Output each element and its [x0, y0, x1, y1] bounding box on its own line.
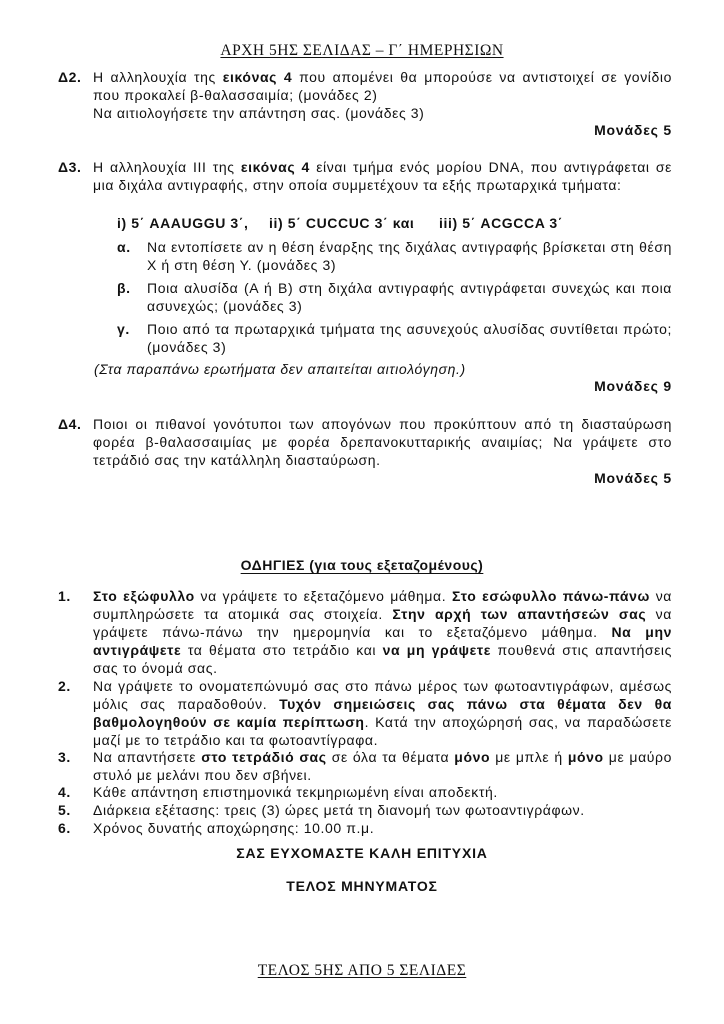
- instruction-text-bold: μόνο: [567, 749, 604, 765]
- primer-sequence: i) 5΄ AAAUGGU 3΄,: [117, 215, 249, 231]
- subquestion-text: Ποια αλυσίδα (Α ή Β) στη διχάλα αντιγραφής αντιγράφεται συνεχώς και ποια ασυνεχώς; (μονάδες 3): [147, 280, 672, 314]
- instruction-text-bold: Στο εξώφυλλο: [93, 588, 195, 604]
- subquestion-label: β.: [117, 280, 131, 296]
- primer-sequences: [117, 215, 563, 231]
- instruction-text-bold: να μη γράψετε: [382, 642, 491, 658]
- subquestion-a: [117, 238, 672, 274]
- question-number: Δ2.: [58, 69, 82, 85]
- subquestion-label: α.: [117, 239, 131, 255]
- question-text-line: Να αιτιολογήσετε την απάντηση σας. (μονάδες 3): [93, 105, 425, 121]
- instruction-text-part: . Κατά την αποχώρησή σας, να παραδώσετε μαζί με το τετράδιο και τα φωτοαντίγραφα.: [93, 714, 672, 748]
- instruction-item: [58, 677, 672, 749]
- instruction-text-part: Διάρκεια εξέτασης: τρεις (3) ώρες μετά τη διανομή των φωτοαντιγράφων.: [93, 802, 585, 818]
- primer-sequence: iii) 5΄ ACGCCA 3΄: [439, 215, 564, 231]
- question-d2: [58, 68, 672, 122]
- instruction-text-part: πουθενά στις απαντήσεις σας το όνομά σας.: [93, 642, 672, 676]
- marks-d4: Μονάδες 5: [594, 470, 672, 486]
- page-footer: [0, 962, 724, 980]
- instruction-item: [58, 819, 672, 837]
- instruction-text-bold: Στο εσώφυλλο πάνω-πάνω: [451, 588, 650, 604]
- question-text: Η αλληλουχία ΙΙΙ της: [93, 159, 241, 175]
- instruction-text-bold: μόνο: [454, 749, 491, 765]
- instruction-item: [58, 783, 672, 801]
- instruction-text: [93, 748, 672, 784]
- instruction-number: 4.: [58, 784, 71, 800]
- subquestion-label: γ.: [117, 321, 130, 337]
- instructions-title: [0, 557, 724, 573]
- instruction-text-part: να συμπληρώσετε τα ατομικά σας στοιχεία.: [93, 588, 672, 622]
- instruction-number: 1.: [58, 588, 71, 604]
- instruction-text: [93, 801, 672, 819]
- note-no-justification: (Στα παραπάνω ερωτήματα δεν απαιτείται αιτιολόγηση.): [94, 361, 466, 377]
- instruction-text-part: με μαύρο στυλό με μελάνι που δεν σβήνει.: [93, 749, 672, 783]
- subquestion-b: [117, 279, 672, 315]
- instruction-text-part: σε όλα τα θέματα: [326, 749, 455, 765]
- good-luck-message: ΣΑΣ ΕΥΧΟΜΑΣΤΕ ΚΑΛΗ ΕΠΙΤΥΧΙΑ: [236, 845, 488, 861]
- instruction-text-part: με μπλε ή: [490, 749, 568, 765]
- instruction-number: 3.: [58, 749, 71, 765]
- subquestion-c: [117, 320, 672, 356]
- instruction-text: [93, 819, 672, 837]
- instruction-text: [93, 677, 672, 749]
- subquestion-text: Να εντοπίσετε αν η θέση έναρξης της διχάλας αντιγραφής βρίσκεται στη θέση Χ ή στη θέση Υ. (μονάδες 3): [147, 239, 672, 273]
- instruction-item: [58, 748, 672, 784]
- instruction-text-part: Να απαντήσετε: [93, 749, 202, 765]
- instruction-text-bold: στο τετράδιό σας: [201, 749, 327, 765]
- question-text: Η αλληλουχία της: [93, 69, 223, 85]
- instruction-text-part: να γράψετε το εξεταζόμενο μάθημα.: [194, 588, 452, 604]
- question-number: Δ3.: [58, 159, 82, 175]
- marks-d3: Μονάδες 9: [594, 378, 672, 394]
- page-header: [0, 42, 724, 60]
- primer-sequence: ii) 5΄ CUCCUC 3΄ και: [269, 215, 415, 231]
- question-text-bold: εικόνας 4: [240, 159, 310, 175]
- instruction-text: [93, 783, 672, 801]
- instruction-text: [93, 587, 672, 677]
- question-text: Ποιοι οι πιθανοί γονότυποι των απογόνων που προκύπτουν από τη διασταύρωση φορέα β-θαλασσαιμίας με φορέα δρεπανοκυτταρικής αναιμίας; Να γράψετε στο τετράδιό σας την κατάλληλη διασταύρωση.: [93, 416, 672, 468]
- question-number: Δ4.: [58, 416, 82, 432]
- instructions-title-text: ΟΔΗΓΙΕΣ (για τους εξεταζομένους): [240, 557, 484, 573]
- instruction-number: 5.: [58, 802, 71, 818]
- marks-d2: Μονάδες 5: [594, 122, 672, 138]
- instruction-item: [58, 587, 672, 677]
- page-header-title: ΑΡΧΗ 5ΗΣ ΣΕΛΙΔΑΣ – Γ΄ ΗΜΕΡΗΣΙΩΝ: [220, 42, 504, 59]
- instruction-text-bold: Να μην αντιγράψετε: [93, 624, 672, 658]
- instruction-text-part: να γράψετε πάνω-πάνω την ημερομηνία και το εξεταζόμενο μάθημα.: [93, 606, 672, 640]
- instruction-number: 2.: [58, 678, 71, 694]
- instruction-number: 6.: [58, 820, 71, 836]
- instruction-item: [58, 801, 672, 819]
- instruction-text-part: τα θέματα στο τετράδιο και: [181, 642, 383, 658]
- question-text: που απομένει θα μπορούσε να αντιστοιχεί σε γονίδιο που προκαλεί β-θαλασσαιμία; (μονάδες 2): [93, 69, 672, 103]
- question-text-bold: εικόνας 4: [222, 69, 293, 85]
- question-d3: [58, 158, 672, 194]
- instruction-text-bold: Στην αρχή των απαντήσεών σας: [392, 606, 647, 622]
- instruction-text-part: Κάθε απάντηση επιστημονικά τεκμηριωμένη είναι αποδεκτή.: [93, 784, 498, 800]
- instruction-text-part: Να γράψετε το ονοματεπώνυμό σας στο πάνω μέρος των φωτοαντιγράφων, αμέσως μόλις σας παραδοθούν.: [93, 678, 672, 712]
- subquestion-text: Ποιο από τα πρωταρχικά τμήματα της ασυνεχούς αλυσίδας συντίθεται πρώτο; (μονάδες 3): [147, 321, 672, 355]
- page-footer-title: ΤΕΛΟΣ 5ΗΣ ΑΠΟ 5 ΣΕΛΙΔΕΣ: [257, 962, 467, 979]
- instruction-text-bold: Τυχόν σημειώσεις σας πάνω στα θέματα δεν θα βαθμολογηθούν σε καμία περίπτωση: [93, 696, 672, 730]
- question-d4: [58, 415, 672, 469]
- end-of-message: ΤΕΛΟΣ ΜΗΝΥΜΑΤΟΣ: [286, 878, 438, 894]
- question-text: είναι τμήμα ενός μορίου DNA, που αντιγράφεται σε μια διχάλα αντιγραφής, στην οποία συμμετέχουν τα εξής πρωταρχικά τμήματα:: [93, 159, 672, 193]
- instruction-text-part: Χρόνος δυνατής αποχώρησης: 10.00 π.μ.: [93, 820, 375, 836]
